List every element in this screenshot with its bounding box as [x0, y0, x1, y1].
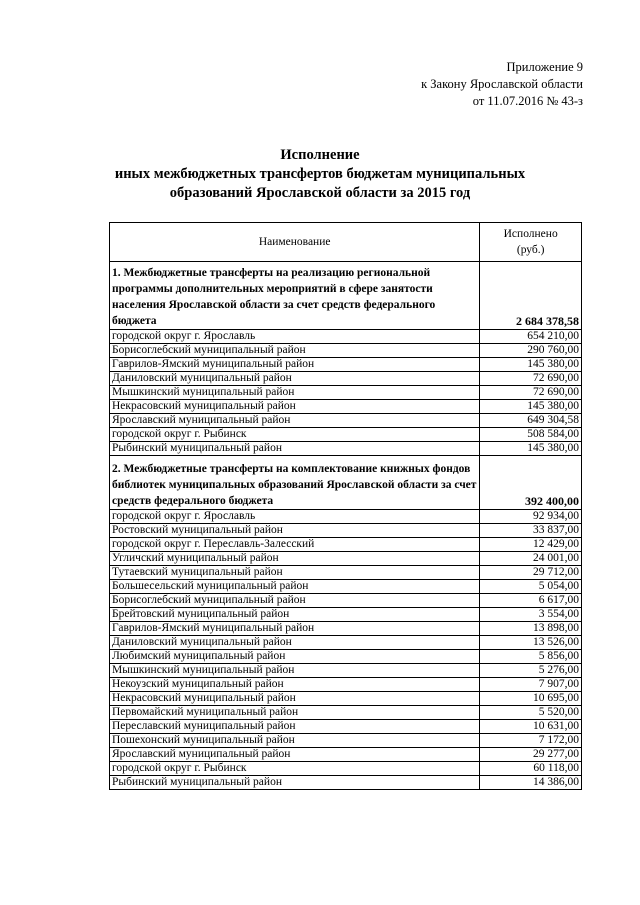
municipality-name: Даниловский муниципальный район: [110, 372, 480, 386]
municipality-name: городской округ г. Переславль-Залесский: [110, 538, 480, 552]
table-row: [110, 386, 582, 400]
municipality-name: Переславский муниципальный район: [110, 720, 480, 734]
table-row: [110, 524, 582, 538]
executed-amount: 6 617,00: [480, 594, 582, 608]
executed-amount: 72 690,00: [480, 372, 582, 386]
municipality-name: Тутаевский муниципальный район: [110, 566, 480, 580]
municipality-name: Борисоглебский муниципальный район: [110, 594, 480, 608]
table-row: [110, 650, 582, 664]
executed-amount: 7 172,00: [480, 734, 582, 748]
appendix-line-2: к Закону Ярославской области: [421, 77, 583, 91]
header-amount-line-1: Исполнено: [503, 228, 558, 240]
executed-amount: 14 386,00: [480, 776, 582, 790]
executed-amount: 654 210,00: [480, 330, 582, 344]
executed-amount: 29 277,00: [480, 748, 582, 762]
municipality-name: Гаврилов-Ямский муниципальный район: [110, 622, 480, 636]
municipality-name: городской округ г. Ярославль: [110, 330, 480, 344]
executed-amount: 12 429,00: [480, 538, 582, 552]
table-row: [110, 538, 582, 552]
table-row: [110, 372, 582, 386]
table-row: [110, 636, 582, 650]
header-amount-cell: [480, 223, 582, 262]
municipality-name: Большесельский муниципальный район: [110, 580, 480, 594]
table-header-row: [110, 223, 582, 262]
municipality-name: Некоузский муниципальный район: [110, 678, 480, 692]
table-row: [110, 734, 582, 748]
executed-amount: 290 760,00: [480, 344, 582, 358]
executed-amount: 92 934,00: [480, 510, 582, 524]
municipality-name: Некрасовский муниципальный район: [110, 400, 480, 414]
executed-amount: 60 118,00: [480, 762, 582, 776]
table-row: [110, 692, 582, 706]
transfers-table-body: [110, 223, 582, 790]
table-row: [110, 706, 582, 720]
title-line-1: Исполнение: [280, 147, 360, 163]
table-row: [110, 594, 582, 608]
executed-amount: 29 712,00: [480, 566, 582, 580]
transfers-table: [109, 222, 582, 790]
executed-amount: 5 054,00: [480, 580, 582, 594]
table-row: [110, 414, 582, 428]
executed-amount: 13 526,00: [480, 636, 582, 650]
municipality-name: Гаврилов-Ямский муниципальный район: [110, 358, 480, 372]
table-row: [110, 330, 582, 344]
executed-amount: 3 554,00: [480, 608, 582, 622]
document-title: [100, 146, 540, 203]
section-row: [110, 262, 582, 330]
appendix-header: [421, 59, 583, 110]
municipality-name: городской округ г. Ярославль: [110, 510, 480, 524]
executed-amount: 5 276,00: [480, 664, 582, 678]
table-row: [110, 400, 582, 414]
municipality-name: городской округ г. Рыбинск: [110, 428, 480, 442]
header-amount-line-2: (руб.): [516, 244, 545, 256]
table-row: [110, 566, 582, 580]
executed-amount: 145 380,00: [480, 358, 582, 372]
municipality-name: Угличский муниципальный район: [110, 552, 480, 566]
executed-amount: 72 690,00: [480, 386, 582, 400]
title-line-3: образований Ярославской области за 2015 год: [169, 185, 471, 201]
table-row: [110, 762, 582, 776]
table-row: [110, 442, 582, 456]
executed-amount: 7 907,00: [480, 678, 582, 692]
municipality-name: Пошехонский муниципальный район: [110, 734, 480, 748]
executed-amount: 145 380,00: [480, 400, 582, 414]
table-row: [110, 776, 582, 790]
municipality-name: Мышкинский муниципальный район: [110, 386, 480, 400]
section-row: [110, 456, 582, 510]
table-row: [110, 748, 582, 762]
executed-amount: 508 584,00: [480, 428, 582, 442]
municipality-name: Рыбинский муниципальный район: [110, 776, 480, 790]
executed-amount: 10 631,00: [480, 720, 582, 734]
header-name: Наименование: [258, 236, 331, 248]
table-row: [110, 428, 582, 442]
executed-amount: 10 695,00: [480, 692, 582, 706]
municipality-name: Некрасовский муниципальный район: [110, 692, 480, 706]
municipality-name: Рыбинский муниципальный район: [110, 442, 480, 456]
header-name-cell: [110, 223, 480, 262]
table-row: [110, 552, 582, 566]
table-row: [110, 678, 582, 692]
table-row: [110, 622, 582, 636]
table-row: [110, 720, 582, 734]
municipality-name: Брейтовский муниципальный район: [110, 608, 480, 622]
table-row: [110, 580, 582, 594]
municipality-name: Ростовский муниципальный район: [110, 524, 480, 538]
municipality-name: городской округ г. Рыбинск: [110, 762, 480, 776]
section-title: 2. Межбюджетные трансферты на комплектование книжных фондов библиотек муниципальных образований Ярославской области за счет средств федерального бюджета: [110, 456, 480, 510]
municipality-name: Даниловский муниципальный район: [110, 636, 480, 650]
table-row: [110, 358, 582, 372]
municipality-name: Ярославский муниципальный район: [110, 748, 480, 762]
municipality-name: Борисоглебский муниципальный район: [110, 344, 480, 358]
appendix-line-3: от 11.07.2016 № 43-з: [472, 94, 583, 108]
municipality-name: Ярославский муниципальный район: [110, 414, 480, 428]
executed-amount: 649 304,58: [480, 414, 582, 428]
section-title: 1. Межбюджетные трансферты на реализацию региональной программы дополнительных мероприятий в сфере занятости населения Ярославской области за счет средств федерального бюджета: [110, 262, 480, 330]
title-line-2: иных межбюджетных трансфертов бюджетам муниципальных: [114, 166, 526, 182]
table-row: [110, 344, 582, 358]
executed-amount: 5 856,00: [480, 650, 582, 664]
table-row: [110, 608, 582, 622]
municipality-name: Мышкинский муниципальный район: [110, 664, 480, 678]
executed-amount: 33 837,00: [480, 524, 582, 538]
municipality-name: Любимский муниципальный район: [110, 650, 480, 664]
table-row: [110, 510, 582, 524]
executed-amount: 13 898,00: [480, 622, 582, 636]
executed-amount: 145 380,00: [480, 442, 582, 456]
executed-amount: 5 520,00: [480, 706, 582, 720]
section-total: 2 684 378,58: [480, 262, 582, 330]
appendix-line-1: Приложение 9: [506, 60, 583, 74]
municipality-name: Первомайский муниципальный район: [110, 706, 480, 720]
executed-amount: 24 001,00: [480, 552, 582, 566]
table-row: [110, 664, 582, 678]
section-total: 392 400,00: [480, 456, 582, 510]
